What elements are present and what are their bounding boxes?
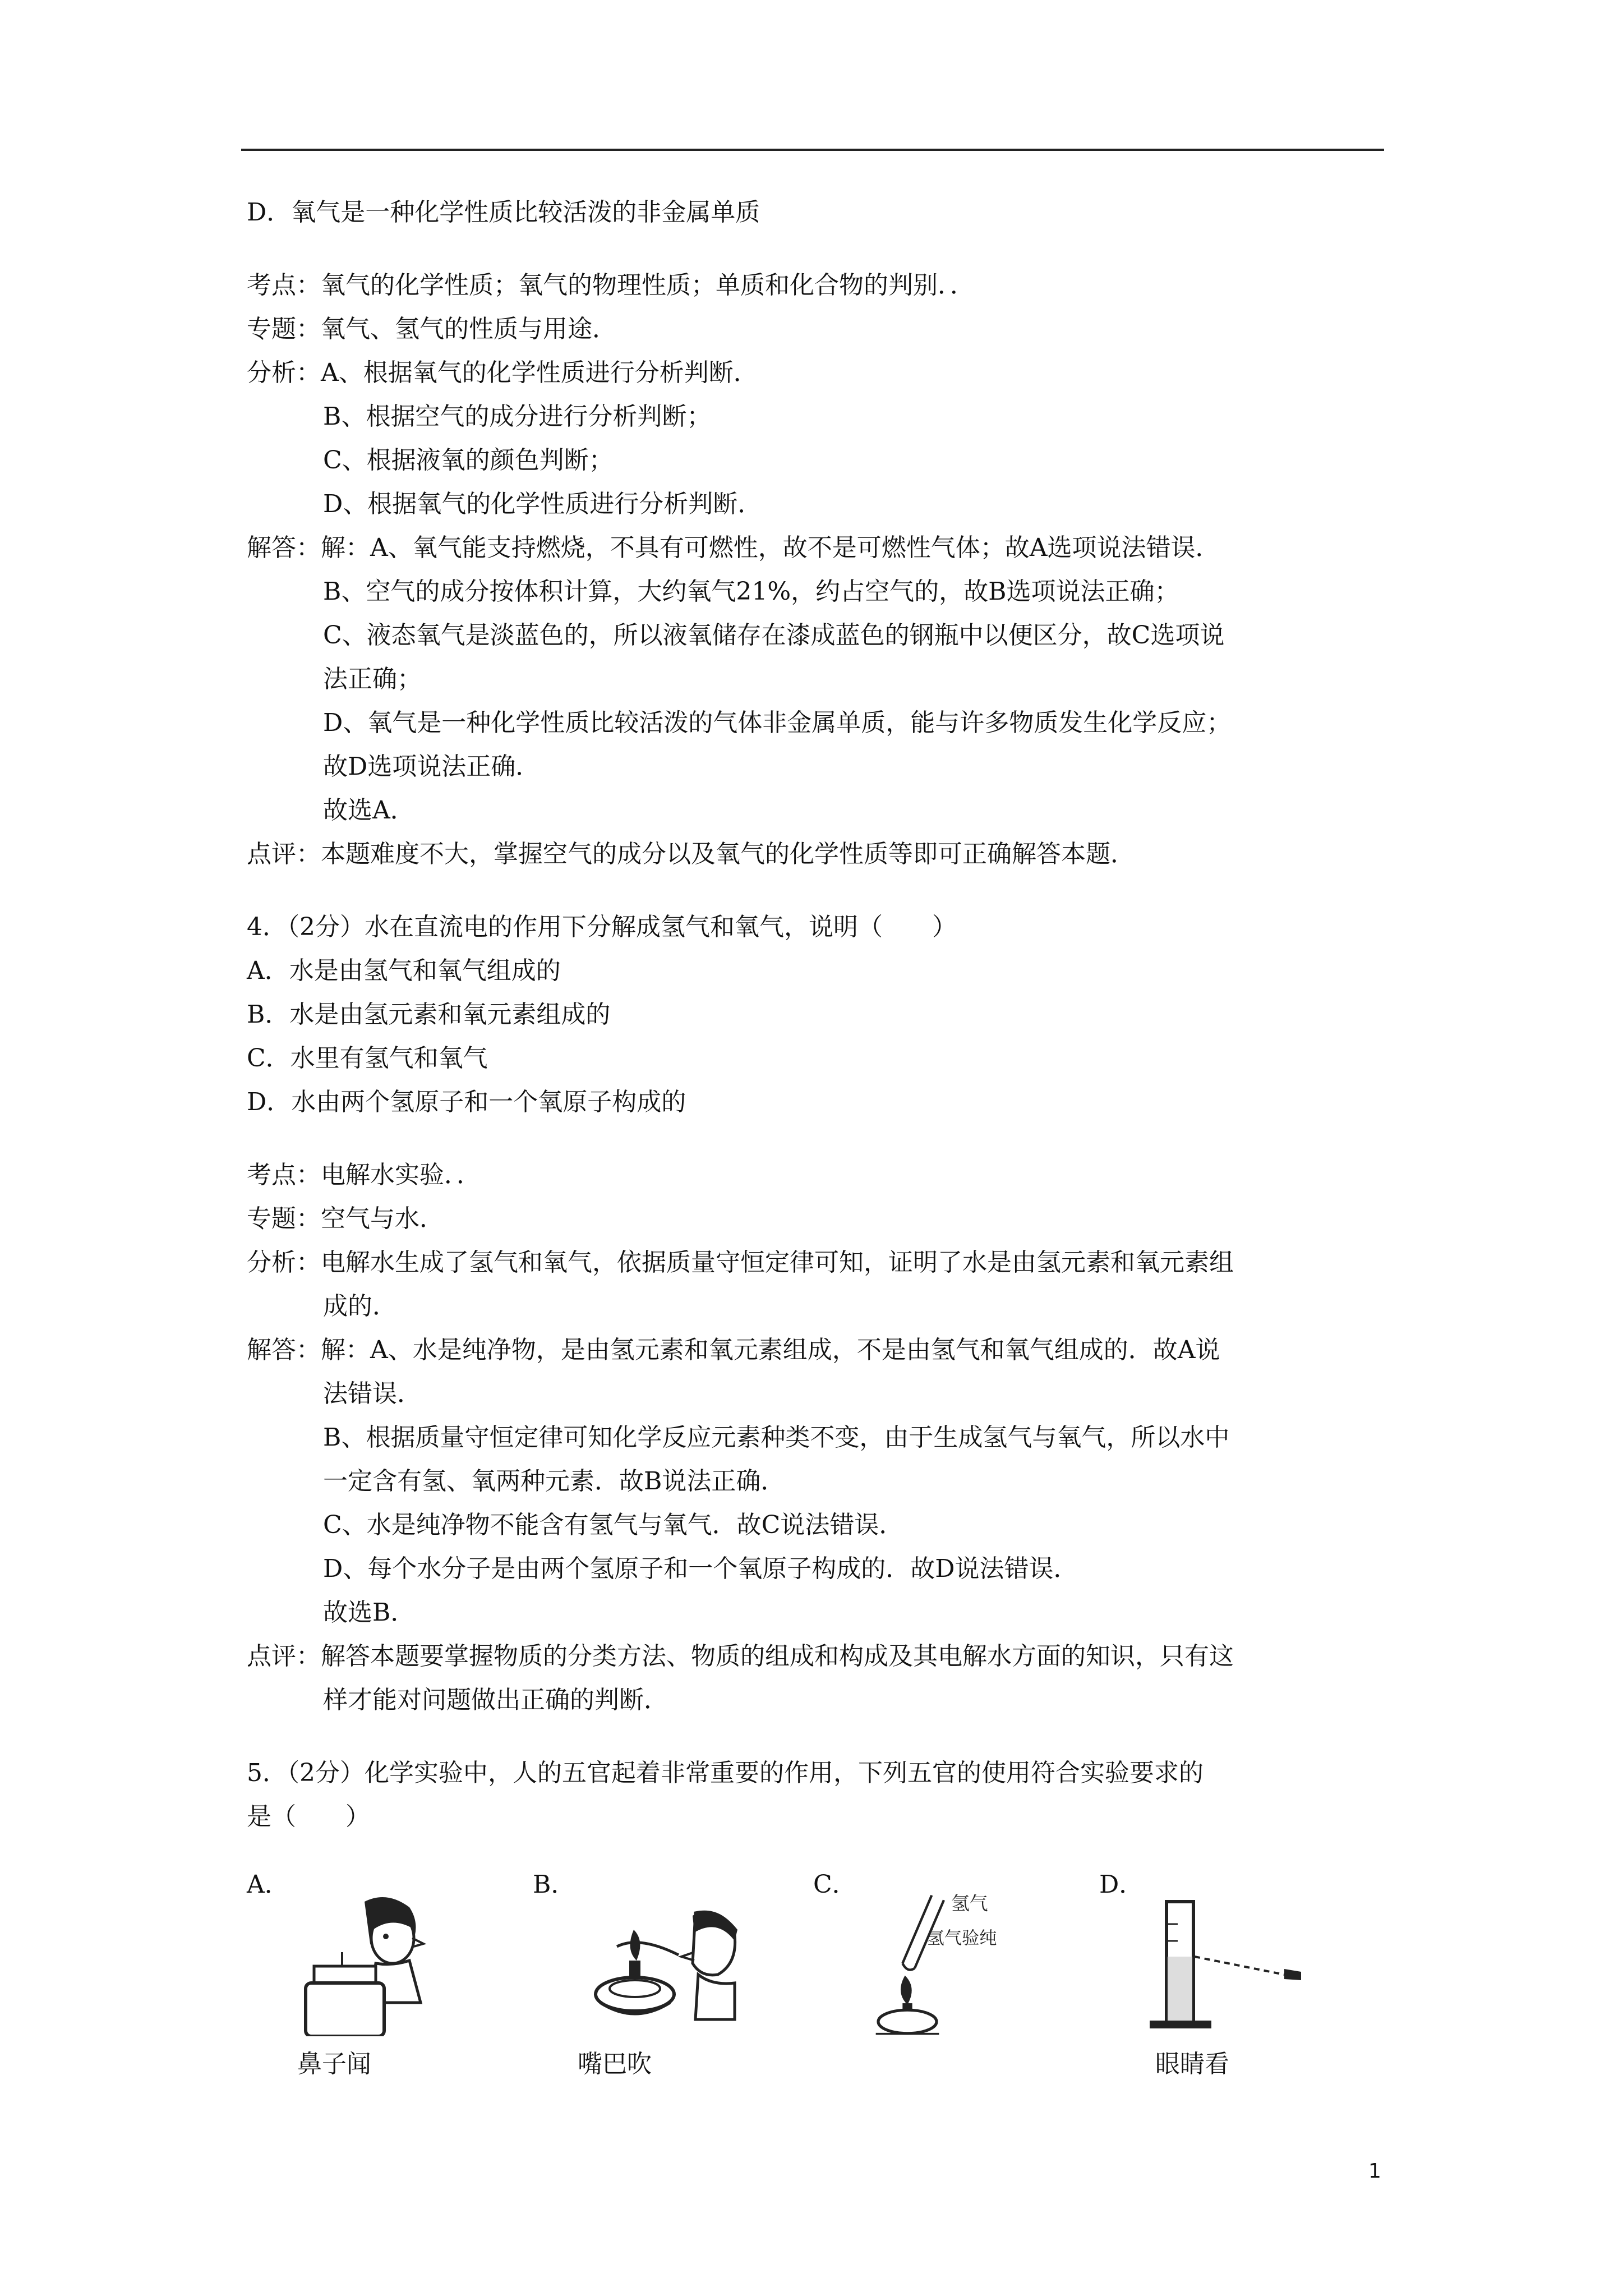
- q4-kaodian: 考点：电解水实验．．: [247, 1161, 481, 1189]
- q3-jieda-5: D、氧气是一种化学性质比较活泼的气体非金属单质，能与许多物质发生化学反应；: [323, 708, 1232, 737]
- q4-jieda-2: 法错误．: [323, 1379, 422, 1408]
- hydrogen-test-figure-icon: [847, 1890, 1026, 2036]
- q4-jieda-4: 一定含有氢、氧两种元素．故B说法正确．: [323, 1467, 786, 1496]
- q4-stem: 4．（2分）水在直流电的作用下分解成氢气和氧气，说明（ ）: [247, 913, 957, 941]
- q4-jieda-6: D、每个水分子是由两个氢原子和一个氧原子构成的．故D说法错误．: [323, 1554, 1078, 1583]
- q3-dianping: 点评：本题难度不大，掌握空气的成分以及氧气的化学性质等即可正确解答本题．: [247, 840, 1135, 868]
- q3-fenxi-3: C、根据液氧的颜色判断；: [323, 446, 614, 475]
- q4-jieda-3: B、根据质量守恒定律可知化学反应元素种类不变，由于生成氢气与氧气，所以水中: [323, 1423, 1230, 1452]
- q4-jieda-1: 解答：解：A、水是纯净物，是由氢元素和氧元素组成，不是由氢气和氧气组成的．故A说: [247, 1336, 1220, 1364]
- q5-options: [247, 1868, 1385, 2104]
- q5-option-c: [813, 1868, 1038, 2104]
- q4-option-c: C．水里有氢气和氧气: [247, 1044, 488, 1073]
- q5-option-d-caption: 眼睛看: [1155, 2050, 1229, 2078]
- q4-fenxi-1: 分析：电解水生成了氢气和氧气，依据质量守恒定律可知，证明了水是由氢元素和氧元素组: [247, 1248, 1234, 1277]
- q3-kaodian: 考点：氧气的化学性质；氧气的物理性质；单质和化合物的判别．．: [247, 271, 975, 300]
- q4-dianping-1: 点评：解答本题要掌握物质的分类方法、物质的组成和构成及其电解水方面的知识，只有这: [247, 1642, 1234, 1671]
- q5-option-a-caption: 鼻子闻: [297, 2050, 371, 2078]
- q3-jieda-7: 故选A．: [323, 796, 415, 825]
- page-number: 1: [1368, 2160, 1381, 2183]
- q3-zhuanti: 专题：氧气、氢气的性质与用途．: [247, 315, 617, 343]
- q5-option-a: [247, 1868, 471, 2104]
- q3-jieda-1: 解答：解：A、氧气能支持燃烧，不具有可燃性，故不是可燃性气体；故A选项说法错误．: [247, 533, 1220, 562]
- blow-lamp-figure-icon: [566, 1890, 746, 2036]
- q3-jieda-3: C、液态氧气是淡蓝色的，所以液氧储存在漆成蓝色的钢瓶中以便区分，故C选项说: [323, 621, 1225, 650]
- q5-option-c-label-top: 氢气: [951, 1892, 988, 1915]
- q4-zhuanti: 专题：空气与水．: [247, 1204, 444, 1233]
- read-cylinder-figure-icon: [1133, 1890, 1312, 2036]
- q5-option-b-letter: B．: [533, 1870, 576, 1899]
- question-3-tail: [247, 191, 1385, 1839]
- q5-option-c-letter: C．: [813, 1870, 857, 1899]
- header-rule: [241, 149, 1384, 151]
- q3-fenxi-4: D、根据氧气的化学性质进行分析判断．: [323, 490, 763, 518]
- q5-option-a-letter: A．: [247, 1870, 289, 1899]
- q4-option-d: D．水由两个氢原子和一个氧原子构成的: [247, 1088, 686, 1116]
- q4-jieda-7: 故选B．: [323, 1598, 416, 1627]
- q4-option-a: A．水是由氢气和氧气组成的: [247, 956, 561, 985]
- q3-jieda-6: 故D选项说法正确．: [323, 752, 541, 781]
- q3-fenxi-1: 分析：A、根据氧气的化学性质进行分析判断．: [247, 358, 758, 387]
- q3-fenxi-2: B、根据空气的成分进行分析判断；: [323, 402, 712, 431]
- q3-jieda-4: 法正确；: [323, 665, 422, 693]
- smell-bottle-figure-icon: [280, 1890, 460, 2036]
- q4-dianping-2: 样才能对问题做出正确的判断．: [323, 1686, 668, 1714]
- q5-option-d: [1099, 1868, 1324, 2104]
- q5-option-c-label-mid: 氢气验纯: [926, 1928, 997, 1949]
- q5-option-d-letter: D．: [1099, 1870, 1144, 1899]
- q5-option-b-caption: 嘴巴吹: [578, 2050, 652, 2078]
- q3-option-d: D．氧气是一种化学性质比较活泼的非金属单质: [247, 198, 760, 227]
- q4-fenxi-2: 成的．: [323, 1292, 397, 1320]
- q4-option-b: B．水是由氢元素和氧元素组成的: [247, 1000, 611, 1029]
- q5-stem-1: 5．（2分）化学实验中，人的五官起着非常重要的作用，下列五官的使用符合实验要求的: [247, 1759, 1204, 1787]
- q5-option-b: [533, 1868, 757, 2104]
- q4-jieda-5: C、水是纯净物不能含有氢气与氧气．故C说法错误．: [323, 1511, 904, 1539]
- q3-jieda-2: B、空气的成分按体积计算，大约氧气21%，约占空气的，故B选项说法正确；: [323, 577, 1179, 606]
- q5-stem-2: 是（ ）: [247, 1802, 370, 1831]
